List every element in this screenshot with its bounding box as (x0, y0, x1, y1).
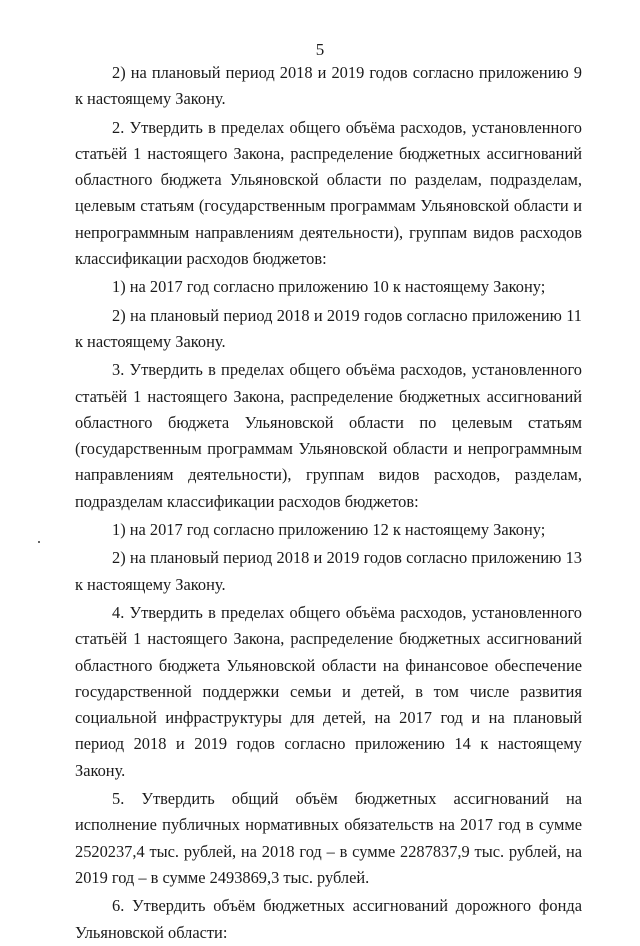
paragraph-1: 2) на плановый период 2018 и 2019 годов согласно приложению 9 к настоящему Закону. (75, 63, 582, 109)
paragraph-8: 4. Утвердить в пределах общего объёма расходов, установленного статьёй 1 настоящего Закона, распределение бюджетных ассигнований областного бюджета Ульяновской области на финансовое обеспечение государственной поддержки семьи и детей, в том числе развития социальной инфраструктуры для детей, на 2017 год и на плановый период 2018 и 2019 годов согласно приложению 14 к настоящему Закону. (75, 602, 582, 780)
paragraph-10: 6. Утвердить объём бюджетных ассигнований дорожного фонда Ульяновской области: (75, 896, 582, 942)
paragraph-4: 2) на плановый период 2018 и 2019 годов согласно приложению 11 к настоящему Закону. (75, 305, 582, 351)
paragraph-9: 5. Утвердить общий объём бюджетных ассигнований на исполнение публичных нормативных обязательств на 2017 год в сумме 2520237,4 тыс. рублей, на 2018 год – в сумме 2287837,9 тыс. рублей, на 2019 год – в сумме 2493869,3 тыс. рублей. (75, 789, 582, 887)
paragraph-3: 1) на 2017 год согласно приложению 10 к настоящему Закону; (112, 277, 546, 297)
paragraph-6: 1) на 2017 год согласно приложению 12 к настоящему Закону; (112, 520, 546, 540)
paragraph-7: 2) на плановый период 2018 и 2019 годов согласно приложению 13 к настоящему Закону. (75, 548, 582, 594)
page-number: 5 (315, 40, 325, 59)
paragraph-5: 3. Утвердить в пределах общего объёма расходов, установленного статьёй 1 настоящего Закона, распределение бюджетных ассигнований областного бюджета Ульяновской области по целевым статьям (государственным программам Ульяновской области и непрограммным направлениям деятельности), группам видов расходов, разделам, подразделам классификации расходов бюджетов: (75, 360, 582, 511)
margin-mark (38, 541, 40, 543)
document-body (75, 60, 582, 946)
paragraph-2: 2. Утвердить в пределах общего объёма расходов, установленного статьёй 1 настоящего Закона, распределение бюджетных ассигнований областного бюджета Ульяновской области по разделам, подразделам, целевым статьям (государственным программам Ульяновской области и непрограммным направлениям деятельности), группам видов расходов классификации расходов бюджетов: (75, 117, 582, 269)
